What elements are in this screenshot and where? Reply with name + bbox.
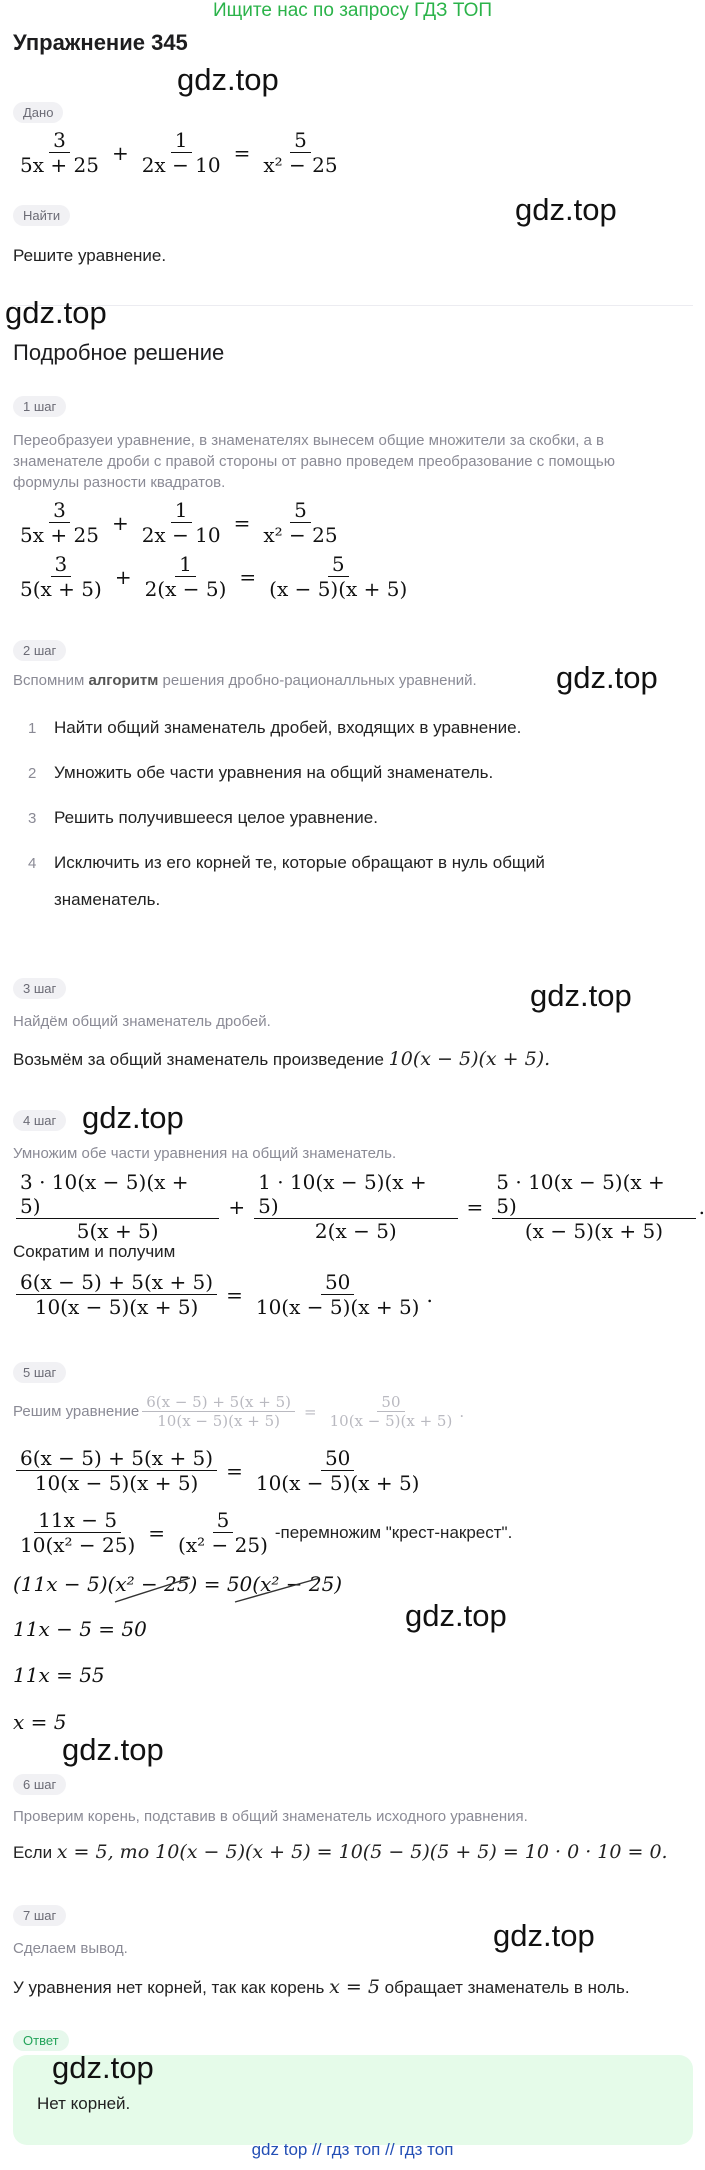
algo-item (28, 718, 521, 738)
item-text: Решить получившееся целое уравнение. (54, 808, 378, 827)
step-4-eq-reduced: $\frac{6(x - 5) + 5(x + 5)}{10(x - 5)(x + 5)}$ = $\frac{50}{10(x - 5)(x + 5)}$ . (13, 1270, 433, 1319)
frac-num: 3 (49, 498, 70, 523)
algo-item (28, 853, 545, 873)
frac-num: 6(x − 5) + 5(x + 5) (16, 1446, 217, 1471)
watermark: gdz.top (493, 1918, 595, 1953)
solution-title: Подробное решение (13, 340, 225, 365)
watermark: gdz.top (515, 192, 617, 227)
answer-chip: Ответ (13, 2030, 69, 2051)
strike-line (115, 1578, 190, 1602)
step-5-eq-b: $\frac{11x - 5}{\text{10(x² − 25)}}$ = $\frac{5}{\text{(x² − 25)}}$ -перемножим "крест-накрест". (13, 1508, 512, 1557)
step-chip: 3 шаг (13, 978, 66, 999)
frac-num: 1 · 10(x − 5)(x + 5) (254, 1170, 457, 1219)
step-5-text: Решим уравнение $\frac{6(x - 5) + 5(x + 5)}{10(x - 5)(x + 5)}$ = $\frac{50}{10(x - 5)(x + 5)}$ . (13, 1393, 465, 1430)
step-chip: 7 шаг (13, 1905, 66, 1926)
frac-den: x² − 25 (263, 523, 338, 547)
frac-den: 2(x − 5) (314, 1219, 397, 1243)
step-6-prefix: Если (13, 1843, 57, 1862)
cross-equation: (11x − 5)(x² − 25) = 50(x² − 25) (13, 1572, 343, 1596)
conclusion-b: обращает знаменатель в ноль. (379, 1978, 630, 1997)
step-2-text-b: решения дробно-рационалльных уравнений. (158, 672, 477, 689)
frac-num: 1 (171, 498, 192, 523)
frac-den: 10(x − 5)(x + 5) (34, 1471, 199, 1495)
step-2-bold: алгоритм (88, 672, 159, 689)
frac-num: 50 (377, 1393, 404, 1412)
step-1-eq-a: $\frac{3}{5x + 25}$ + $\frac{1}{2x - 10}$ = $\frac{5}{\text{x² − 25}}$ (13, 498, 345, 547)
algo-item (28, 763, 493, 783)
frac-num: 5 (290, 498, 311, 523)
conclusion-a: У уравнения нет корней, так как корень (13, 1978, 330, 1997)
step-3-line-text: Возьмём за общий знаменатель произведение (13, 1050, 389, 1069)
frac-num: 11x − 5 (34, 1508, 121, 1533)
step-chip: 1 шаг (13, 396, 66, 417)
item-text: Умножить обе части уравнения на общий знаменатель. (54, 763, 494, 782)
frac-num: 50 (321, 1270, 354, 1295)
step-3-line (13, 1048, 550, 1070)
page-title: Упражнение 345 (13, 30, 188, 55)
watermark: gdz.top (530, 978, 632, 1013)
step-2-text-a: Вспомним (13, 672, 89, 689)
frac-den: 10(x − 5)(x + 5) (34, 1295, 199, 1319)
frac-den: x² − 25 (263, 153, 338, 177)
solve-line-2: 11x = 55 (13, 1663, 105, 1687)
watermark: gdz.top (62, 1732, 164, 1767)
frac-num: 5 · 10(x − 5)(x + 5) (492, 1170, 695, 1219)
find-chip: Найти (13, 205, 70, 226)
frac-den: 10(x − 5)(x + 5) (157, 1412, 280, 1430)
item-text: Найти общий знаменатель дробей, входящих в уравнение. (54, 718, 522, 737)
item-number: 1 (28, 720, 37, 737)
step-chip: 2 шаг (13, 640, 66, 661)
step-7-text: Сделаем вывод. (13, 1940, 128, 1957)
frac-den: 2(x − 5) (144, 577, 227, 601)
frac-den: 5(x + 5) (20, 577, 102, 601)
frac-num: 6(x − 5) + 5(x + 5) (16, 1270, 217, 1295)
conclusion (13, 1976, 630, 1998)
frac-den: 10(x − 5)(x + 5) (255, 1295, 420, 1319)
watermark: gdz.top (5, 295, 107, 330)
frac-num: 1 (171, 128, 192, 153)
frac-den: 2x − 10 (141, 523, 221, 547)
watermark: gdz.top (405, 1598, 507, 1633)
frac-num: 6(x − 5) + 5(x + 5) (142, 1393, 295, 1412)
frac-num: 5 (213, 1508, 234, 1533)
step-2-text (13, 672, 477, 689)
answer-text: Нет корней. (37, 2094, 131, 2113)
step-1-text: Переобразуеи уравнение, в знаменателях вынесем общие множители за скобки, а в знаменателе дроби с правой стороны от равно проведем преобразование с помощью формулы разности квадратов. (13, 432, 615, 491)
frac-num: 5 (290, 128, 311, 153)
task-text: Решите уравнение. (13, 246, 167, 265)
step-6-check (13, 1841, 668, 1863)
frac-den: 5x + 25 (20, 523, 99, 547)
footer-links[interactable]: gdz top // гдз топ // гдз топ (251, 2140, 454, 2159)
step-4-eq: $\frac{3 \cdot 10(x - 5)(x + 5)}{5(x + 5)}$ + $\frac{1 \cdot 10(x - 5)(x + 5)}{2(x - 5)}$ = $\frac{5 \cdot 10(x - 5)(x + 5)}{(x - 5)(x + 5)}$ . (13, 1170, 705, 1243)
top-search-link[interactable]: Ищите нас по запросу ГДЗ ТОП (212, 0, 493, 21)
step-6-text: Проверим корень, подставив в общий знаменатель исходного уравнения. (13, 1808, 528, 1825)
frac-den: 10(x² − 25) (20, 1533, 136, 1557)
conclusion-x: x = 5 (329, 1976, 380, 1998)
step-chip: 4 шаг (13, 1110, 66, 1131)
algo-item (28, 808, 378, 828)
step-5-eq-a: $\frac{6(x - 5) + 5(x + 5)}{10(x - 5)(x + 5)}$ = $\frac{50}{10(x - 5)(x + 5)}$ (13, 1446, 426, 1495)
frac-den: 10(x − 5)(x + 5) (329, 1412, 453, 1430)
step-6-expr: x = 5, то 10(x − 5)(x + 5) = 10(5 − 5)(5 + 5) = 10 · 0 · 10 = 0. (56, 1841, 668, 1863)
frac-num: 5 (328, 552, 349, 577)
frac-num: 3 (51, 552, 72, 577)
given-chip: Дано (13, 102, 63, 123)
watermark: gdz.top (177, 62, 279, 97)
given-equation: $\frac{3}{5x + 25}$ + $\frac{1}{2x - 10}$ = $\frac{5}{\text{x² − 25}}$ (13, 128, 345, 177)
frac-den: 10(x − 5)(x + 5) (255, 1471, 420, 1495)
frac-num: 3 · 10(x − 5)(x + 5) (16, 1170, 219, 1219)
item-number: 4 (28, 855, 37, 872)
watermark: gdz.top (82, 1100, 184, 1135)
step-chip: 6 шаг (13, 1774, 66, 1795)
frac-num: 1 (175, 552, 196, 577)
step-3-text: Найдём общий знаменатель дробей. (13, 1013, 271, 1030)
strike-lines (0, 1570, 705, 1610)
frac-num: 3 (49, 128, 70, 153)
frac-den: 2x − 10 (141, 153, 221, 177)
item-text-continued: знаменатель. (54, 890, 161, 909)
item-number: 2 (28, 765, 37, 782)
frac-num: 50 (321, 1446, 354, 1471)
step-1-eq-b: $\frac{3}{5(x + 5)}$ + $\frac{1}{2(x - 5)}$ = $\frac{5}{(x - 5)(x + 5)}$ (13, 552, 414, 601)
strike-line (235, 1578, 320, 1602)
item-number: 3 (28, 810, 37, 827)
solve-line-3: x = 5 (13, 1710, 67, 1734)
step-chip: 5 шаг (13, 1362, 66, 1383)
frac-den: (x² − 25) (178, 1533, 268, 1557)
watermark: gdz.top (556, 660, 658, 695)
step-3-expr: 10(x − 5)(x + 5). (388, 1048, 551, 1070)
divider (13, 305, 693, 306)
step-4-text: Умножим обе части уравнения на общий знаменатель. (13, 1145, 397, 1162)
step-5-text-a: Решим уравнение (13, 1403, 140, 1420)
item-text: Исключить из его корней те, которые обращают в нуль общий (54, 853, 545, 872)
step-5-note: -перемножим "крест-накрест". (274, 1522, 513, 1542)
frac-den: (x − 5)(x + 5) (269, 577, 408, 601)
frac-den: 5(x + 5) (76, 1219, 159, 1243)
solve-line-1: 11x − 5 = 50 (13, 1617, 147, 1641)
watermark: gdz.top (52, 2050, 154, 2085)
step-4-text2: Сократим и получим (13, 1242, 176, 1261)
frac-den: (x − 5)(x + 5) (524, 1219, 664, 1243)
frac-den: 5x + 25 (20, 153, 99, 177)
